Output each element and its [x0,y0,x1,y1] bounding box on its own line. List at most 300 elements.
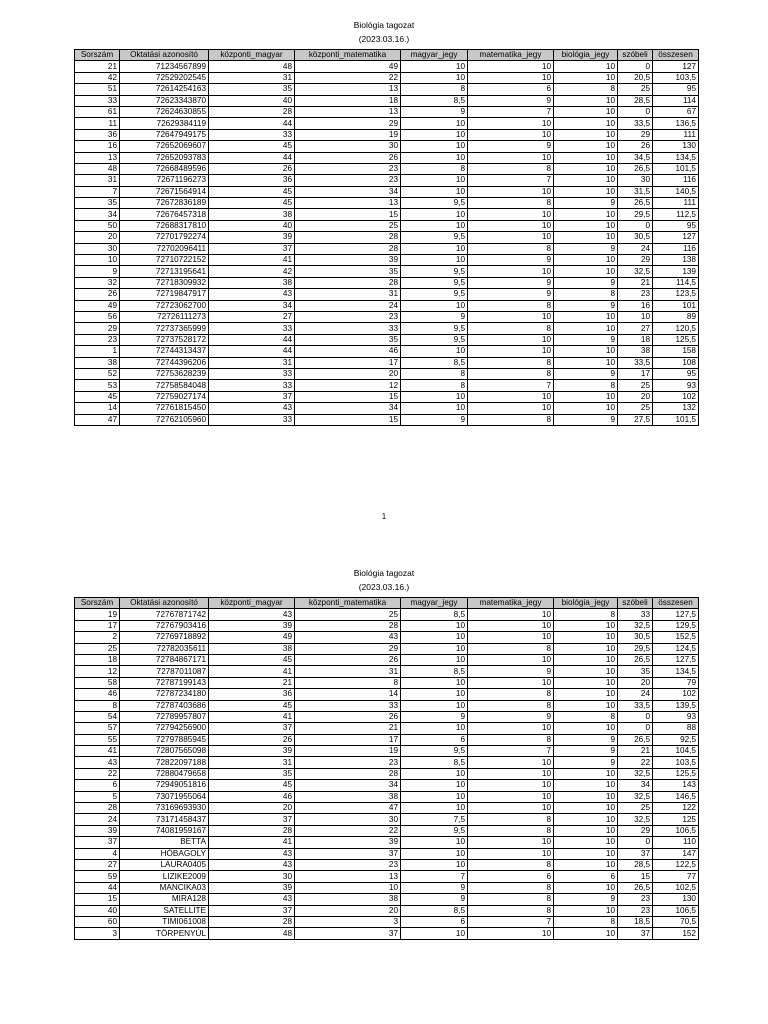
table-cell: 72784867171 [120,654,209,665]
table-row [75,791,699,802]
table-cell: 8 [401,380,468,391]
column-header: Sorszám [75,598,120,609]
table-cell: 10 [401,61,468,72]
table-cell: 35 [209,84,295,95]
table-cell: 10 [75,255,120,266]
table-cell: 33 [295,700,401,711]
table-cell: 20 [295,905,401,916]
table-row [75,848,699,859]
table-cell: 10 [554,632,618,643]
table-cell: 101,5 [653,414,699,425]
table-cell: 10 [468,791,554,802]
table-cell: 44 [209,334,295,345]
table-cell: 17 [75,620,120,631]
table-cell: 27,5 [618,414,653,425]
column-header: Oktatási azonosító [120,50,209,61]
table-cell: 8 [468,825,554,836]
table-cell: 10 [401,118,468,129]
table-cell: 102 [653,689,699,700]
table-cell: 8 [468,643,554,654]
table-cell: 72758584048 [120,380,209,391]
table-cell: 31 [295,666,401,677]
table-cell: 95 [653,84,699,95]
table-row [75,163,699,174]
table-cell: 35 [295,266,401,277]
table-cell: 8,5 [401,666,468,677]
table-cell: 45 [209,198,295,209]
table-row [75,768,699,779]
table-cell: 16 [618,300,653,311]
table-cell: 10 [554,928,618,939]
table-cell: 22 [75,768,120,779]
table-cell: 27 [618,323,653,334]
table-cell: LIZIKE2009 [120,871,209,882]
table-cell: 8,5 [401,95,468,106]
table-cell: 10 [554,837,618,848]
table-cell: 49 [295,61,401,72]
table-cell: 33,5 [618,118,653,129]
table-cell: 10 [401,403,468,414]
table-cell: 8 [554,84,618,95]
table-cell: 136,5 [653,118,699,129]
table-cell: 9,5 [401,277,468,288]
table-cell: 37 [295,848,401,859]
table-cell: 2 [75,632,120,643]
table-cell: 10 [401,643,468,654]
table-cell: 9,5 [401,232,468,243]
table-cell: 10 [468,780,554,791]
table-cell: 20 [75,232,120,243]
column-header: magyar_jegy [401,50,468,61]
table-row [75,243,699,254]
table-cell: 127,5 [653,654,699,665]
table-row [75,380,699,391]
table-cell: 39 [209,620,295,631]
table-cell: 93 [653,711,699,722]
table-cell: 44 [209,152,295,163]
table-cell: 73071955064 [120,791,209,802]
table-cell: SATELLITE [120,905,209,916]
table-cell: 114 [653,95,699,106]
document-date: (2023.03.16.) [358,582,410,592]
column-header: szóbeli [618,50,653,61]
table-cell: 7 [468,175,554,186]
table-row [75,311,699,322]
table-cell: 33 [295,323,401,334]
table-row [75,403,699,414]
table-cell: 8 [554,609,618,620]
table-cell: TÖRPENYÚL [120,928,209,939]
table-cell: 10 [554,859,618,870]
table-cell: 10 [468,609,554,620]
table-cell: 72767871742 [120,609,209,620]
table-cell: 17 [295,357,401,368]
table-cell: 17 [295,734,401,745]
table-row [75,757,699,768]
table-cell: 93 [653,380,699,391]
table-cell: MIRA128 [120,894,209,905]
table-cell: 10 [554,723,618,734]
table-row [75,368,699,379]
table-cell: 10 [401,803,468,814]
table-cell: 10 [554,118,618,129]
table-cell: 111 [653,129,699,140]
table-row [75,84,699,95]
table-cell: 7 [401,871,468,882]
table-cell: 53 [75,380,120,391]
table-cell: 13 [75,152,120,163]
table-cell: 30 [209,871,295,882]
table-cell: 9 [401,882,468,893]
table-cell: 9 [554,757,618,768]
table-cell: 20 [295,368,401,379]
table-cell: 72529202545 [120,72,209,83]
table-cell: 73171458437 [120,814,209,825]
table-cell: 28,5 [618,95,653,106]
table-row [75,357,699,368]
table-row [75,689,699,700]
table-cell: 70,5 [653,916,699,927]
table-cell: 72710722152 [120,255,209,266]
table-cell: 73169693930 [120,803,209,814]
table-cell: 51 [75,84,120,95]
table-cell: 13 [295,84,401,95]
table-cell: 32 [75,277,120,288]
table-cell: 106,5 [653,905,699,916]
table-cell: 31 [209,72,295,83]
table-row [75,266,699,277]
table-cell: 10 [401,689,468,700]
table-cell: 72719847917 [120,289,209,300]
table-cell: 15 [295,209,401,220]
table-row [75,186,699,197]
table-cell: 26,5 [618,882,653,893]
table-cell: 31 [295,289,401,300]
table-cell: 77 [653,871,699,882]
table-cell: 10 [468,768,554,779]
table-cell: 43 [209,859,295,870]
table-cell: 130 [653,894,699,905]
table-cell: 10 [554,311,618,322]
table-row [75,323,699,334]
table-cell: 72702096411 [120,243,209,254]
table-row [75,289,699,300]
table-cell: 10 [468,757,554,768]
table-cell: 19 [295,746,401,757]
table-cell: 37 [209,723,295,734]
table-cell: 72753628239 [120,368,209,379]
table-cell: 72688317810 [120,220,209,231]
table-cell: 11 [75,118,120,129]
table-cell: 31 [75,175,120,186]
table-cell: 29 [618,825,653,836]
table-cell: 44 [75,882,120,893]
table-cell: 58 [75,677,120,688]
table-cell: 34 [295,780,401,791]
table-row [75,632,699,643]
table-cell: 101,5 [653,163,699,174]
table-cell: 10 [554,72,618,83]
table-row [75,780,699,791]
table-cell: 9 [554,334,618,345]
table-cell: 72676457318 [120,209,209,220]
table-cell: 32,5 [618,814,653,825]
table-cell: 19 [75,609,120,620]
table-cell: 43 [209,403,295,414]
table-row [75,175,699,186]
table-cell: 127,5 [653,609,699,620]
table-cell: 30 [618,175,653,186]
table-cell: 47 [295,803,401,814]
table-cell: 143 [653,780,699,791]
table-cell: 33 [209,414,295,425]
table-cell: 72614254163 [120,84,209,95]
table-row [75,928,699,939]
table-cell: 42 [75,72,120,83]
table-cell: 72880479658 [120,768,209,779]
table-cell: 72701792274 [120,232,209,243]
table-cell: 9,5 [401,289,468,300]
table-cell: 10 [554,266,618,277]
table-cell: 39 [209,882,295,893]
table-cell: 31 [209,757,295,768]
table-cell: 72713195641 [120,266,209,277]
table-cell: 15 [295,414,401,425]
table-cell: 72807565098 [120,746,209,757]
column-header: összesen [653,50,699,61]
table-cell: 112,5 [653,209,699,220]
table-cell: 10 [401,186,468,197]
table-row [75,152,699,163]
column-header: biológia_jegy [554,50,618,61]
table-cell: 8 [468,414,554,425]
table-cell: 92,5 [653,734,699,745]
table-cell: 3 [75,928,120,939]
table-cell: 46 [75,689,120,700]
table-cell: 7 [468,916,554,927]
table-cell: 21 [295,723,401,734]
table-cell: 40 [209,220,295,231]
table-cell: 35 [75,198,120,209]
table-cell: 26 [295,654,401,665]
table-row [75,894,699,905]
page-number: 1 [381,512,387,521]
table-row [75,255,699,266]
table-cell: 125,5 [653,768,699,779]
table-cell: 38 [295,791,401,802]
table-row [75,334,699,345]
table-cell: 13 [295,106,401,117]
table-cell: 9 [468,289,554,300]
table-cell: 8,5 [401,357,468,368]
table-cell: 7 [75,186,120,197]
table-cell: 28 [295,768,401,779]
table-row [75,141,699,152]
table-cell: 7 [468,746,554,757]
table-cell: 10 [401,391,468,402]
table-cell: 9 [554,894,618,905]
table-cell: 139 [653,266,699,277]
table-cell: 10 [554,232,618,243]
table-cell: 10 [401,220,468,231]
column-header: központi_matematika [295,50,401,61]
table-cell: 43 [209,894,295,905]
table-cell: 72761815450 [120,403,209,414]
table-cell: 41 [209,666,295,677]
table-cell: 72789957807 [120,711,209,722]
table-cell: 72744313437 [120,346,209,357]
table-row [75,825,699,836]
column-header: központi_magyar [209,598,295,609]
table-cell: 34,5 [618,152,653,163]
table-cell: 32,5 [618,266,653,277]
table-cell: 50 [75,220,120,231]
table-row [75,746,699,757]
table-cell: 125,5 [653,334,699,345]
table-cell: 10 [554,803,618,814]
table-cell: 9 [468,95,554,106]
table-cell: 146,5 [653,791,699,802]
table-cell: 9 [554,277,618,288]
table-cell: 10 [295,882,401,893]
table-cell: 10 [468,803,554,814]
table-cell: 22 [618,757,653,768]
table-row [75,905,699,916]
table-cell: 123,5 [653,289,699,300]
table-cell: 67 [653,106,699,117]
table-cell: 34 [295,403,401,414]
table-cell: 72672836189 [120,198,209,209]
document-title: Biológia tagozat [353,20,415,30]
table-row [75,700,699,711]
table-cell: 72671196273 [120,175,209,186]
table-cell: 10 [401,723,468,734]
table-cell: 103,5 [653,757,699,768]
table-cell: 60 [75,916,120,927]
table-cell: 74081959167 [120,825,209,836]
table-cell: 10 [468,129,554,140]
table-cell: 26 [295,152,401,163]
table-cell: 54 [75,711,120,722]
table-cell: 8 [468,323,554,334]
table-cell: 10 [401,152,468,163]
column-header: biológia_jegy [554,598,618,609]
table-row [75,643,699,654]
table-cell: 10 [468,209,554,220]
table-cell: 8,5 [401,609,468,620]
table-cell: 49 [209,632,295,643]
table-cell: 43 [209,609,295,620]
table-row [75,723,699,734]
table-row [75,277,699,288]
table-cell: 10 [401,700,468,711]
table-cell: 7 [468,380,554,391]
table-cell: 72671564914 [120,186,209,197]
table-cell: 42 [209,266,295,277]
table-cell: 34 [295,186,401,197]
table-row [75,72,699,83]
table-cell: 39 [295,255,401,266]
table-cell: 10 [468,654,554,665]
table-cell: 30 [295,814,401,825]
table-cell: 15 [618,871,653,882]
table-cell: 8 [554,289,618,300]
table-cell: 30,5 [618,232,653,243]
table-cell: 45 [209,141,295,152]
table-cell: 21 [618,746,653,757]
table-cell: 38 [618,346,653,357]
table-cell: 6 [468,84,554,95]
table-cell: 8 [554,380,618,391]
table-cell: 0 [618,723,653,734]
table-cell: 28 [209,825,295,836]
table-cell: 43 [209,848,295,859]
table-cell: 10 [554,780,618,791]
table-row [75,871,699,882]
table-cell: 72668489596 [120,163,209,174]
table-cell: 12 [295,380,401,391]
table-cell: 10 [468,152,554,163]
table-cell: 10 [401,677,468,688]
table-row [75,118,699,129]
table-cell: 29,5 [618,643,653,654]
table-cell: 27 [209,311,295,322]
table-cell: 72718309932 [120,277,209,288]
table-cell: 103,5 [653,72,699,83]
table-cell: 9 [554,243,618,254]
table-cell: 33 [209,380,295,391]
table-cell: 25 [295,220,401,231]
table-row [75,106,699,117]
table-cell: 29 [618,255,653,266]
table-cell: 158 [653,346,699,357]
table-cell: 10 [554,654,618,665]
table-cell: 122,5 [653,859,699,870]
table-cell: 23 [618,894,653,905]
table-cell: 72822097188 [120,757,209,768]
table-cell: 1 [75,346,120,357]
table-cell: 10 [554,129,618,140]
table-cell: 0 [618,61,653,72]
table-cell: 38 [209,643,295,654]
table-cell: 0 [618,711,653,722]
table-cell: 8 [468,300,554,311]
table-cell: 72762105960 [120,414,209,425]
table-cell: 8,5 [401,905,468,916]
table-cell: 147 [653,848,699,859]
table-cell: 10 [554,152,618,163]
table-cell: 28 [209,106,295,117]
table-cell: 10 [401,346,468,357]
table-cell: 26 [209,163,295,174]
table-cell: 25 [295,609,401,620]
table-cell: 39 [75,825,120,836]
table-cell: 10 [468,403,554,414]
table-cell: 39 [209,232,295,243]
table-cell: 26,5 [618,734,653,745]
table-cell: 8 [468,689,554,700]
table-cell: 40 [209,95,295,106]
table-cell: 125 [653,814,699,825]
table-cell: 47 [75,414,120,425]
table-cell: 28 [295,620,401,631]
table-cell: 10 [401,620,468,631]
table-cell: 28,5 [618,859,653,870]
table-cell: 10 [468,61,554,72]
table-cell: 10 [468,334,554,345]
table-cell: 71234567899 [120,61,209,72]
table-cell: 9,5 [401,746,468,757]
